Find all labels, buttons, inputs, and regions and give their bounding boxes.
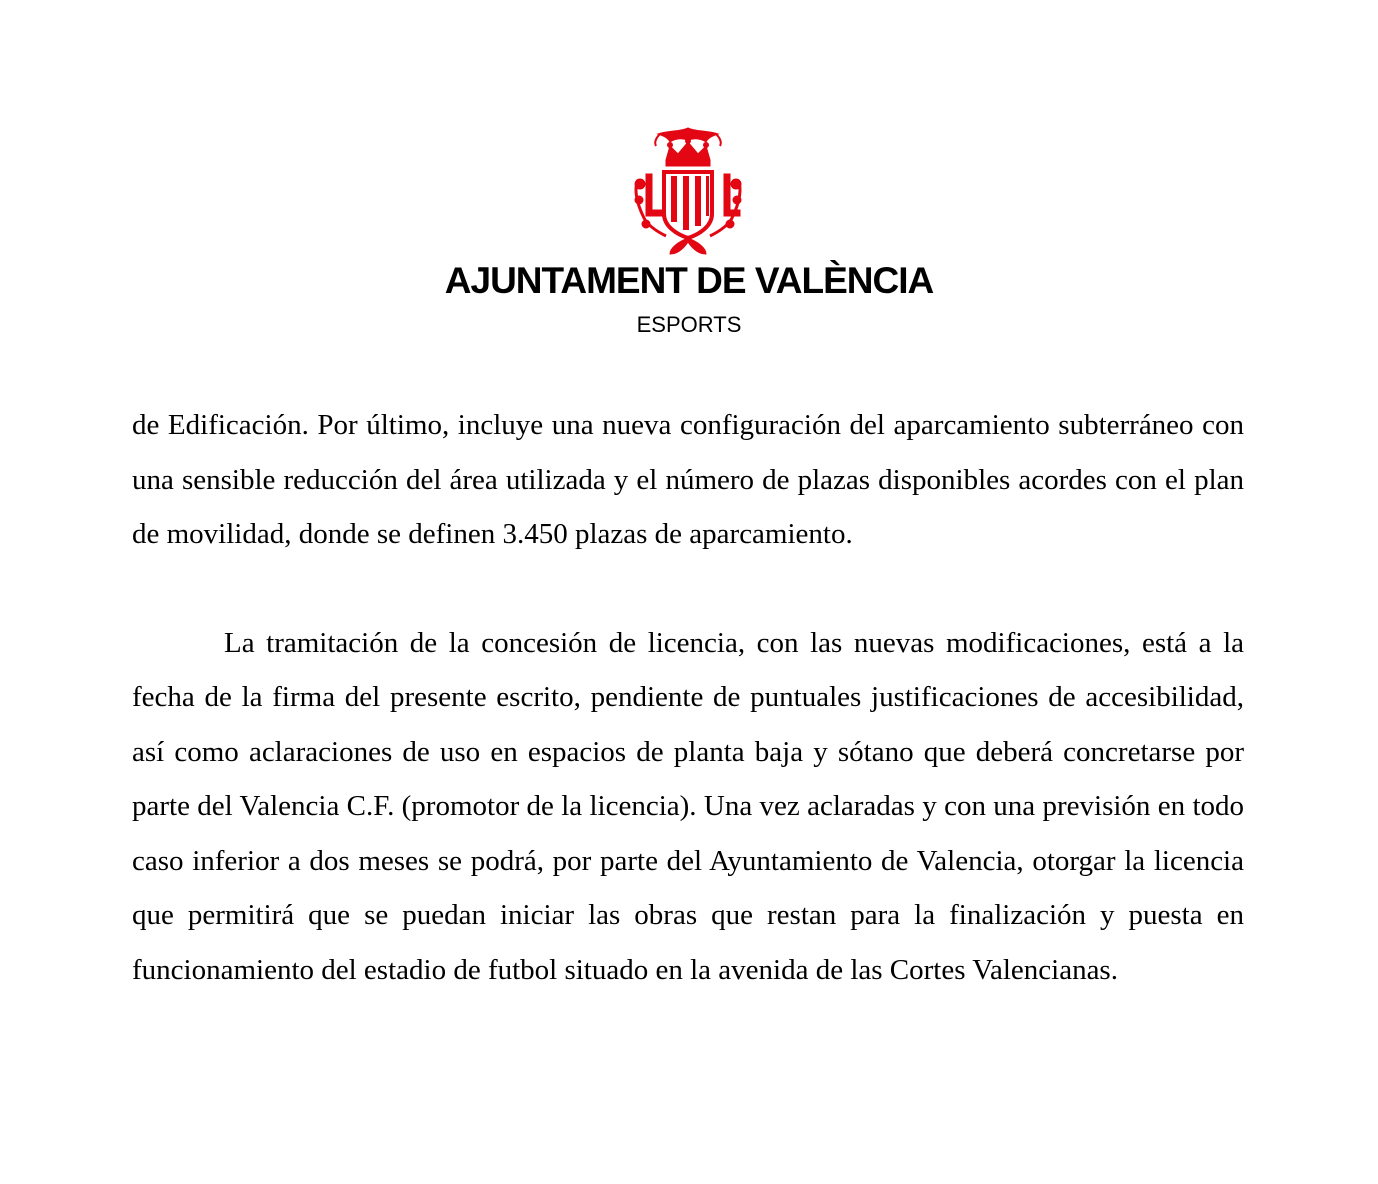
org-name: AJUNTAMENT DE VALÈNCIA (444, 260, 934, 301)
paragraph: La tramitación de la concesión de licencia, con las nuevas modificaciones, está a la fecha de la firma del presente escrito, pendiente de puntuales justificaciones de accesibilidad, así como aclaraciones de uso en espacios de planta baja y sótano que deberá concretarse por parte del Valencia C.F. (promotor de la licencia). Una vez aclaradas y con una previsión en todo caso inferior a dos meses se podrá, por parte del Ayuntamiento de Valencia, otorgar la licencia que permitirá que se puedan iniciar las obras que restan para la finalización y puesta en funcionamiento del estadio de futbol situado en la avenida de las Cortes Valencianas. (132, 626, 1244, 986)
department-name: ESPORTS (636, 312, 742, 337)
paragraph: de Edificación. Por último, incluye una nueva configuración del aparcamiento subterráneo con una sensible reducción del área utilizada y el número de plazas disponibles acordes con el plan de movilidad, donde se definen 3.450 plazas de aparcamiento. (132, 409, 1244, 550)
letterhead (0, 0, 1378, 360)
valencia-coat-of-arms-icon (630, 126, 746, 258)
document-body (132, 398, 1244, 997)
